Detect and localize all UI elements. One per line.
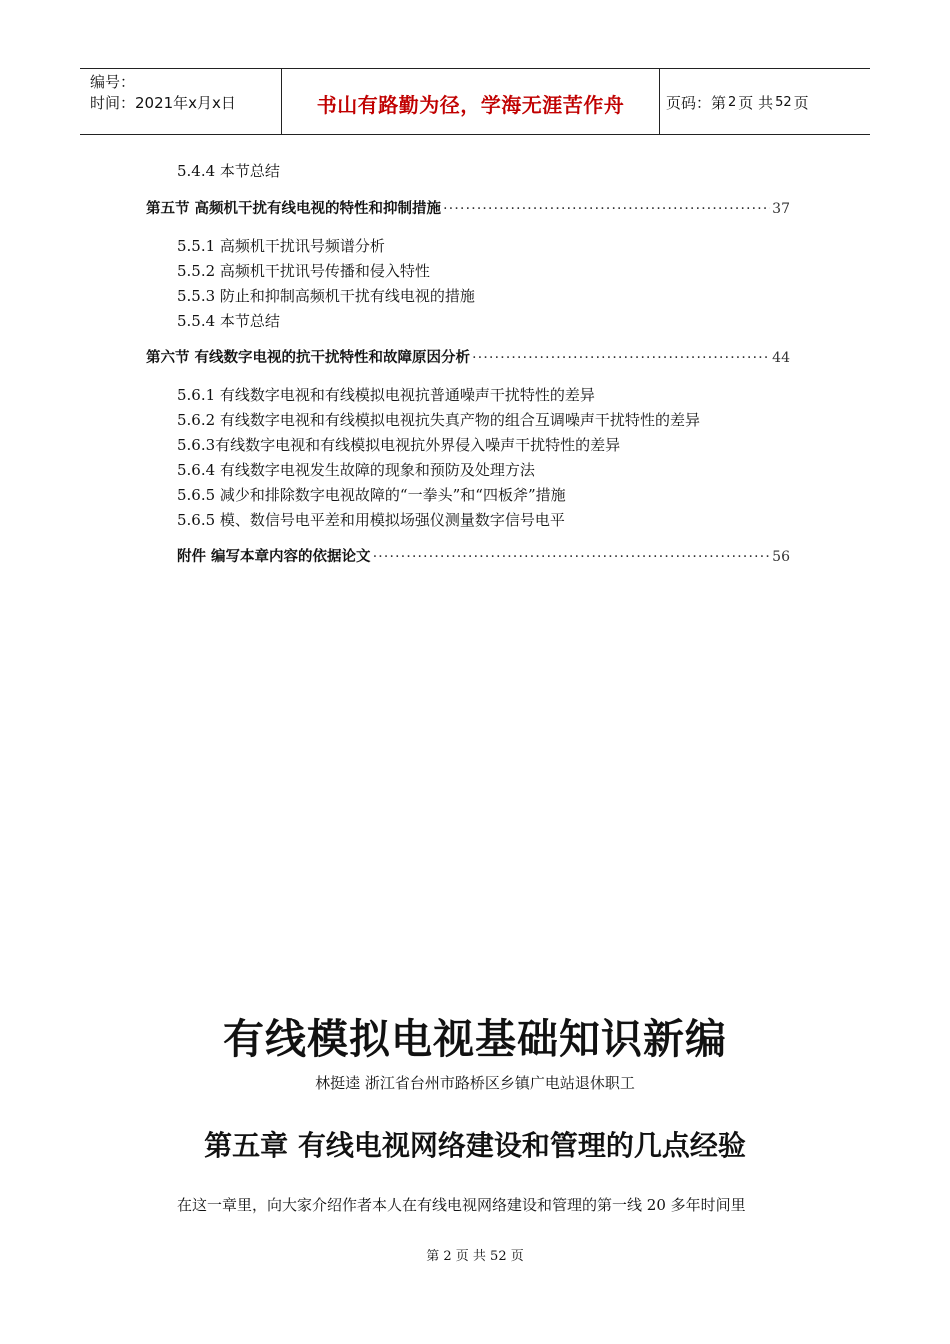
toc-item: 5.6.5 减少和排除数字电视故障的“一拳头”和“四板斧”措施 bbox=[177, 486, 566, 504]
toc-appendix[interactable] bbox=[177, 547, 790, 567]
toc-section-5[interactable] bbox=[146, 199, 790, 219]
toc-leader-dots bbox=[472, 348, 770, 368]
toc-item: 5.6.1 有线数字电视和有线模拟电视抗普通噪声干扰特性的差异 bbox=[177, 386, 595, 404]
document-number-label: 编号： bbox=[90, 73, 136, 91]
book-title: 有线模拟电视基础知识新编 bbox=[223, 1015, 727, 1063]
body-paragraph: 在这一章里，向大家介绍作者本人在有线电视网络建设和管理的第一线 20 多年时间里 bbox=[177, 1196, 746, 1214]
toc-item: 5.6.2 有线数字电视和有线模拟电视抗失真产物的组合互调噪声干扰特性的差异 bbox=[177, 411, 700, 429]
toc-item: 5.5.2 高频机干扰讯号传播和侵入特性 bbox=[177, 262, 430, 280]
header-motto: 书山有路勤为径，学海无涯苦作舟 bbox=[316, 93, 625, 117]
toc-item: 5.5.4 本节总结 bbox=[177, 312, 280, 330]
toc-item: 5.6.5 模、数信号电平差和用模拟场强仪测量数字信号电平 bbox=[177, 511, 565, 529]
header-motto-cell bbox=[282, 69, 660, 134]
page-mid: 页 共 bbox=[738, 94, 774, 112]
page-current: 2 bbox=[728, 95, 737, 110]
toc-section-title: 第六节 有线数字电视的抗干扰特性和故障原因分析 bbox=[146, 350, 471, 366]
page-footer: 第 2 页 共 52 页 bbox=[426, 1249, 524, 1264]
header-meta bbox=[80, 69, 282, 134]
header-page-info bbox=[660, 69, 870, 134]
page-suffix: 页 bbox=[793, 94, 809, 112]
toc-item: 5.6.4 有线数字电视发生故障的现象和预防及处理方法 bbox=[177, 461, 535, 479]
toc-item: 5.6.3有线数字电视和有线模拟电视抗外界侵入噪声干扰特性的差异 bbox=[177, 436, 621, 454]
toc-leader-dots bbox=[443, 199, 770, 219]
toc-section-title: 附件 编写本章内容的依据论文 bbox=[177, 549, 371, 565]
page-total: 52 bbox=[775, 95, 792, 110]
toc-section-page: 56 bbox=[772, 549, 790, 565]
toc-section-title: 第五节 高频机干扰有线电视的特性和抑制措施 bbox=[146, 201, 442, 217]
chapter-title: 第五章 有线电视网络建设和管理的几点经验 bbox=[204, 1129, 746, 1162]
document-time-label: 时间：2021年x月x日 bbox=[90, 94, 236, 112]
toc-section-page: 37 bbox=[772, 201, 790, 217]
author-line: 林挺逵 浙江省台州市路桥区乡镇广电站退休职工 bbox=[315, 1074, 635, 1092]
toc-section-page: 44 bbox=[772, 350, 790, 366]
page-header bbox=[80, 68, 870, 135]
toc-leader-dots bbox=[373, 547, 771, 567]
toc-item: 5.5.1 高频机干扰讯号频谱分析 bbox=[177, 237, 385, 255]
toc-section-6[interactable] bbox=[146, 348, 790, 368]
toc-item: 5.4.4 本节总结 bbox=[177, 162, 280, 180]
toc-item: 5.5.3 防止和抑制高频机干扰有线电视的措施 bbox=[177, 287, 475, 305]
page-prefix: 页码：第 bbox=[666, 94, 727, 112]
